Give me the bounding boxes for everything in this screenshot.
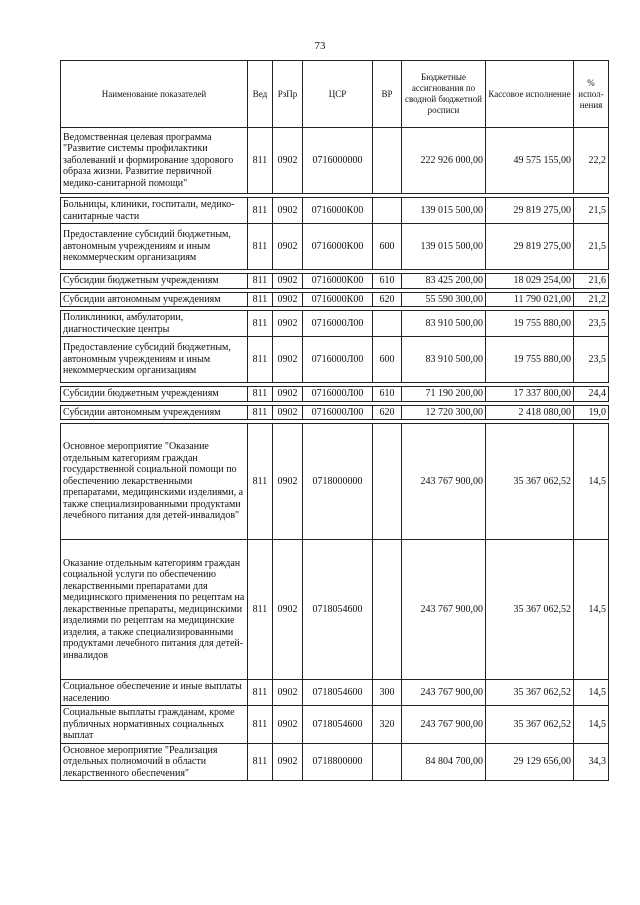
row-ved: 811: [248, 680, 273, 706]
row-cash-execution: 29 819 275,00: [486, 224, 574, 270]
row-rzpr: 0902: [273, 706, 303, 744]
row-name: Больницы, клиники, госпитали, медико-санитарные части: [61, 198, 248, 224]
header-ved: Вед: [248, 61, 273, 128]
row-ved: 811: [248, 311, 273, 337]
header-assignments: Бюджетные ассигнования по сводной бюджетной росписи: [402, 61, 486, 128]
row-assignments: 83 910 500,00: [402, 311, 486, 337]
table-row: [61, 680, 609, 706]
row-percent: 23,5: [574, 337, 609, 383]
row-assignments: 139 015 500,00: [402, 198, 486, 224]
row-cash-execution: 18 029 254,00: [486, 274, 574, 289]
row-name: Социальные выплаты гражданам, кроме публичных нормативных социальных выплат: [61, 706, 248, 744]
row-vr: 600: [373, 224, 402, 270]
row-name: Субсидии автономным учреждениям: [61, 405, 248, 420]
row-name: Субсидии бюджетным учреждениям: [61, 274, 248, 289]
row-ved: 811: [248, 743, 273, 781]
row-vr: 620: [373, 292, 402, 307]
row-assignments: 243 767 900,00: [402, 680, 486, 706]
row-cash-execution: 35 367 062,52: [486, 680, 574, 706]
header-csr: ЦСР: [303, 61, 373, 128]
page-number: 73: [314, 40, 326, 52]
row-csr: 0716000К00: [303, 292, 373, 307]
row-assignments: 55 590 300,00: [402, 292, 486, 307]
budget-table: [60, 60, 609, 781]
row-cash-execution: 29 129 656,00: [486, 743, 574, 781]
row-ved: 811: [248, 424, 273, 540]
row-vr: [373, 198, 402, 224]
table-row: [61, 743, 609, 781]
row-ved: 811: [248, 198, 273, 224]
row-cash-execution: 2 418 080,00: [486, 405, 574, 420]
row-csr: 0718054600: [303, 706, 373, 744]
row-name: Предоставление субсидий бюджетным, автономным учреждениям и иным некоммерческим организациям: [61, 337, 248, 383]
row-percent: 21,2: [574, 292, 609, 307]
row-percent: 14,5: [574, 706, 609, 744]
row-ved: 811: [248, 706, 273, 744]
row-percent: 21,5: [574, 224, 609, 270]
row-csr: 0716000К00: [303, 274, 373, 289]
row-percent: 24,4: [574, 387, 609, 402]
row-csr: 0718054600: [303, 680, 373, 706]
table-header-row: [61, 61, 609, 128]
row-csr: 0718054600: [303, 540, 373, 680]
row-percent: 22,2: [574, 128, 609, 194]
row-rzpr: 0902: [273, 274, 303, 289]
row-rzpr: 0902: [273, 128, 303, 194]
row-ved: 811: [248, 405, 273, 420]
row-vr: 300: [373, 680, 402, 706]
row-csr: 0716000000: [303, 128, 373, 194]
row-name: Предоставление субсидий бюджетным, автономным учреждениям и иным некоммерческим организациям: [61, 224, 248, 270]
header-cash-execution: Кассовое исполнение: [486, 61, 574, 128]
table-row: [61, 274, 609, 289]
row-ved: 811: [248, 224, 273, 270]
row-name: Субсидии автономным учреждениям: [61, 292, 248, 307]
row-assignments: 243 767 900,00: [402, 706, 486, 744]
row-assignments: 83 425 200,00: [402, 274, 486, 289]
row-name: Основное мероприятие "Реализация отдельных полномочий в области лекарственного обеспечения": [61, 743, 248, 781]
row-cash-execution: 19 755 880,00: [486, 337, 574, 383]
row-ved: 811: [248, 540, 273, 680]
row-vr: [373, 424, 402, 540]
row-rzpr: 0902: [273, 311, 303, 337]
row-name: Социальное обеспечение и иные выплаты населению: [61, 680, 248, 706]
row-assignments: 71 190 200,00: [402, 387, 486, 402]
table-row: [61, 405, 609, 420]
row-vr: [373, 311, 402, 337]
row-vr: 320: [373, 706, 402, 744]
row-rzpr: 0902: [273, 540, 303, 680]
row-cash-execution: 29 819 275,00: [486, 198, 574, 224]
row-rzpr: 0902: [273, 743, 303, 781]
row-vr: 610: [373, 387, 402, 402]
row-ved: 811: [248, 292, 273, 307]
table-row: [61, 706, 609, 744]
row-cash-execution: 35 367 062,52: [486, 424, 574, 540]
row-vr: 610: [373, 274, 402, 289]
row-percent: 14,5: [574, 424, 609, 540]
row-percent: 23,5: [574, 311, 609, 337]
row-rzpr: 0902: [273, 292, 303, 307]
row-ved: 811: [248, 128, 273, 194]
row-rzpr: 0902: [273, 337, 303, 383]
row-rzpr: 0902: [273, 424, 303, 540]
row-csr: 0716000Л00: [303, 311, 373, 337]
row-rzpr: 0902: [273, 198, 303, 224]
row-cash-execution: 17 337 800,00: [486, 387, 574, 402]
row-percent: 21,6: [574, 274, 609, 289]
row-rzpr: 0902: [273, 387, 303, 402]
row-assignments: 12 720 300,00: [402, 405, 486, 420]
header-percent: % испол-нения: [574, 61, 609, 128]
row-csr: 0718000000: [303, 424, 373, 540]
row-assignments: 243 767 900,00: [402, 540, 486, 680]
row-name: Оказание отдельным категориям граждан социальной услуги по обеспечению лекарственными препаратами для медицинского применения по рецептам на лекарственные препараты, медицинскими изделиями по рецептам на медицинские изделия, а также специализированными продуктами лечебного питания для детей-инвалидов: [61, 540, 248, 680]
row-cash-execution: 19 755 880,00: [486, 311, 574, 337]
table-row: [61, 424, 609, 540]
row-cash-execution: 35 367 062,52: [486, 706, 574, 744]
row-assignments: 222 926 000,00: [402, 128, 486, 194]
row-vr: [373, 743, 402, 781]
row-percent: 19,0: [574, 405, 609, 420]
table-row: [61, 224, 609, 270]
row-csr: 0716000Л00: [303, 405, 373, 420]
row-percent: 34,3: [574, 743, 609, 781]
row-vr: [373, 128, 402, 194]
row-assignments: 139 015 500,00: [402, 224, 486, 270]
row-percent: 14,5: [574, 680, 609, 706]
row-ved: 811: [248, 387, 273, 402]
row-name: Основное мероприятие "Оказание отдельным категориям граждан государственной социальной помощи по обеспечению лекарственными препаратами, медицинскими изделиями, а также специализированными продуктами лечебного питания для детей-инвалидов": [61, 424, 248, 540]
row-vr: 600: [373, 337, 402, 383]
table-row: [61, 292, 609, 307]
table-row: [61, 540, 609, 680]
row-csr: 0716000К00: [303, 198, 373, 224]
row-csr: 0718800000: [303, 743, 373, 781]
row-rzpr: 0902: [273, 224, 303, 270]
row-rzpr: 0902: [273, 680, 303, 706]
header-rzpr: РзПр: [273, 61, 303, 128]
row-assignments: 243 767 900,00: [402, 424, 486, 540]
table-row: [61, 128, 609, 194]
table-row: [61, 311, 609, 337]
header-vr: ВР: [373, 61, 402, 128]
row-cash-execution: 49 575 155,00: [486, 128, 574, 194]
row-percent: 21,5: [574, 198, 609, 224]
row-vr: 620: [373, 405, 402, 420]
row-percent: 14,5: [574, 540, 609, 680]
row-ved: 811: [248, 337, 273, 383]
row-name: Поликлиники, амбулатории, диагностические центры: [61, 311, 248, 337]
row-csr: 0716000Л00: [303, 337, 373, 383]
table-row: [61, 337, 609, 383]
table-row: [61, 198, 609, 224]
row-name: Субсидии бюджетным учреждениям: [61, 387, 248, 402]
row-assignments: 84 804 700,00: [402, 743, 486, 781]
row-cash-execution: 35 367 062,52: [486, 540, 574, 680]
row-name: Ведомственная целевая программа "Развитие системы профилактики заболеваний и формирование здорового образа жизни. Развитие первичной медико-санитарной помощи": [61, 128, 248, 194]
row-csr: 0716000Л00: [303, 387, 373, 402]
header-name: Наименование показателей: [61, 61, 248, 128]
row-cash-execution: 11 790 021,00: [486, 292, 574, 307]
row-assignments: 83 910 500,00: [402, 337, 486, 383]
row-vr: [373, 540, 402, 680]
row-ved: 811: [248, 274, 273, 289]
table-row: [61, 387, 609, 402]
row-csr: 0716000К00: [303, 224, 373, 270]
row-rzpr: 0902: [273, 405, 303, 420]
